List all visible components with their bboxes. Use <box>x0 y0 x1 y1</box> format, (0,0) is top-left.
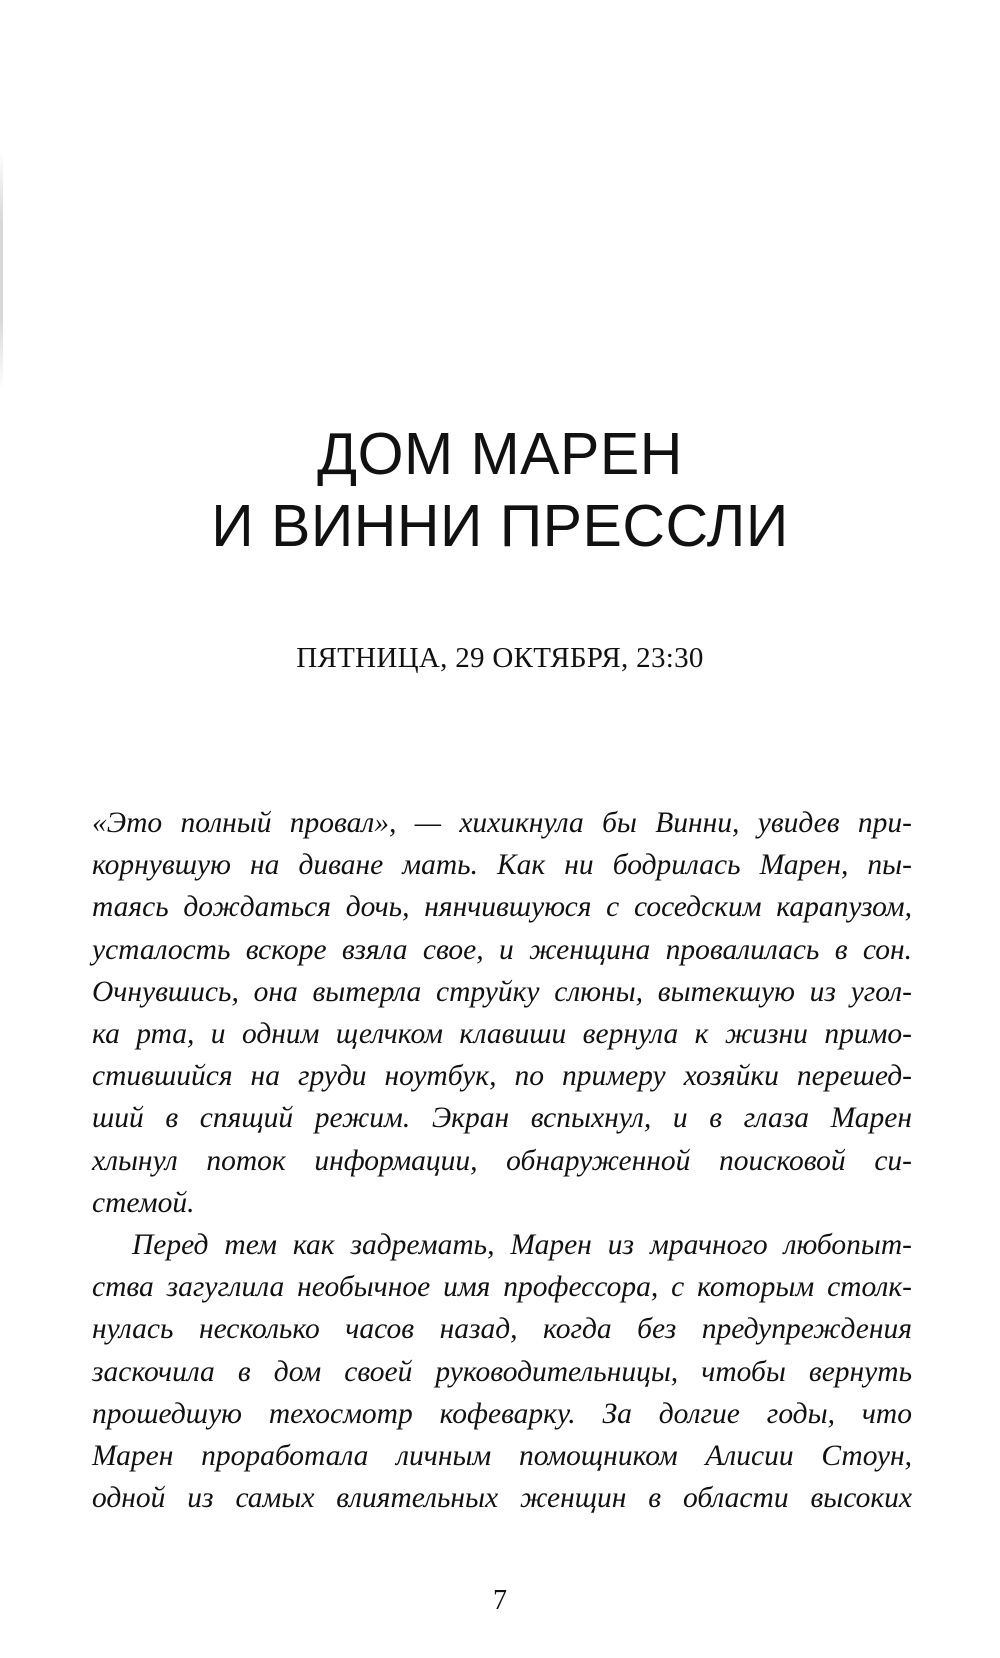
body-text <box>92 802 912 1519</box>
text-line: «Это полный провал», — хихикнула бы Винни, увидев при- <box>92 807 912 839</box>
text-line: нулась несколько часов назад, когда без предупреждения <box>92 1313 912 1346</box>
text-line: усталость вскоре взяла свое, и женщина провалилась в сон. <box>92 933 912 966</box>
text-line: ший в спящий режим. Экран вспыхнул, и в глаза Марен <box>92 1102 912 1135</box>
text-line: корнувшую на диване мать. Как ни бодрилась Марен, пы- <box>92 849 912 882</box>
text-line: Очнувшись, она вытерла струйку слюны, вытекшую из угол- <box>92 975 912 1008</box>
text-line: ка рта, и одним щелчком клавиши вернула к жизни примо- <box>92 1018 912 1051</box>
text-line: Перед тем как задремать, Марен из мрачного любопыт- <box>132 1229 912 1262</box>
page-number: 7 <box>493 1585 507 1616</box>
text-line: заскочила в дом своей руководительницы, чтобы вернуть <box>92 1355 912 1388</box>
text-line: хлынул поток информации, обнаруженной поисковой си- <box>92 1144 912 1177</box>
scan-edge-shadow <box>0 150 3 390</box>
chapter-title-line-1: ДОМ МАРЕН <box>317 421 683 487</box>
chapter-title <box>0 418 1000 562</box>
text-line: стемой. <box>92 1186 195 1219</box>
text-line: стившийся на груди ноутбук, по примеру хозяйки перешед- <box>92 1060 912 1093</box>
chapter-timestamp: ПЯТНИЦА, 29 ОКТЯБРЯ, 23:30 <box>296 642 704 674</box>
text-line: прошедшую техосмотр кофеварку. За долгие годы, что <box>92 1397 912 1430</box>
text-line: ства загуглила необычное имя профессора, с которым столк- <box>92 1271 912 1304</box>
text-line: Марен проработала личным помощником Алисии Стоун, <box>92 1440 912 1473</box>
text-line: таясь дождаться дочь, нянчившуюся с соседским карапузом, <box>92 891 912 924</box>
chapter-title-line-2: И ВИННИ ПРЕССЛИ <box>211 493 789 559</box>
text-line: одной из самых влиятельных женщин в области высоких <box>92 1482 912 1515</box>
